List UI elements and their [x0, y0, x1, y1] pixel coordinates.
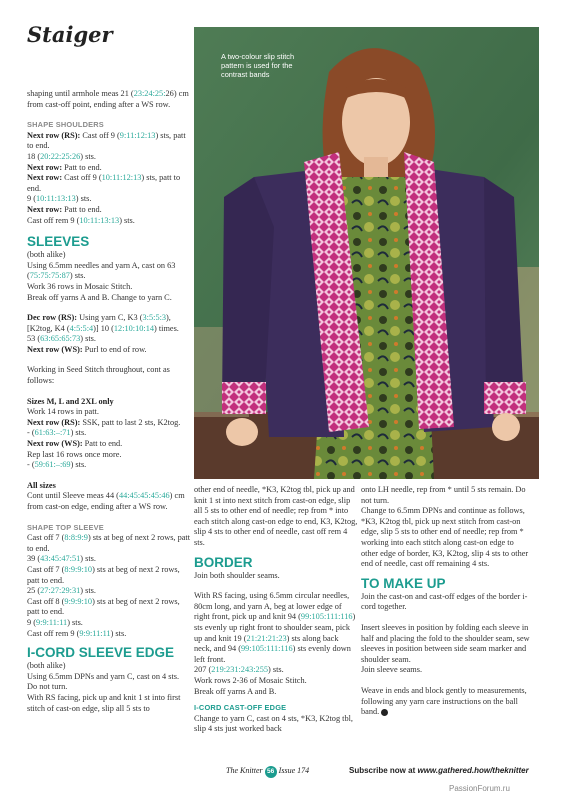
subscribe-link[interactable]: www.gathered.how/theknitter: [417, 766, 529, 775]
shape-top-sleeve-heading: SHAPE TOP SLEEVE: [27, 522, 104, 532]
shape-shoulders-heading: SHAPE SHOULDERS: [27, 120, 104, 130]
model-photo: [194, 27, 539, 479]
footer-subscribe: Subscribe now at www.gathered.how/theknitter: [349, 766, 529, 775]
column-1: shaping until armhole meas 21 (23:24:25:26) cm from cast-off point, ending after a WS row. SHAPE SHOULDERS Next row (RS): Cast off 9 (9:11:12:13) sts, patt to end. 18 (20:22:25:26) sts. Next row: Patt to end. Next row: Cast off 9 (10:11:12:13) sts, patt to end. 9 (10:11:13:13) sts. Next row: Patt to end. Cast off rem 9 (10:11:13:13) sts. SLEEVES (both alike) Using 6.5mm needles and yarn A, cast on 63 (75:75:75:87) sts. Work 36 rows in Mosaic Stitch. Break off yarns A and B. Change to yarn C. Dec row (RS): Using yarn C, K3 (3:5:5:3), [K2tog, K4 (4:5:5:4)] 10 (12:10:10:14) times. 53 (63:65:65:73) sts. Next row (WS): Purl to end of row. Working in Seed Stitch throughout, cont as follows: Sizes M, L and 2XL only Work 14 rows in patt. Next row (RS): SSK, patt to last 2 sts, K2tog. - (61:63:–:71) sts. Next row (WS): Patt to end. Rep last 16 rows once more. - (59:61:–:69) sts. All sizes Cont until Sleeve meas 44 (44:45:45:45:46) cm from cast-on edge, ending after a WS row. SHAPE TOP SLEEVE Cast off 7 (8:8:9:9) sts at beg of next 2 rows, patt to end. 39 (43:45:47:51) sts. Cast off 7 (8:9:9:10) sts at beg of next 2 rows, patt to end. 25 (27:27:29:31) sts. Cast off 8 (9:9:9:10) sts at beg of next 2 rows, patt to end. 9 (9:9:11:11) sts. Cast off rem 9 (9:9:11:11) sts. I-CORD SLEEVE EDGE (both alike) Using 6.5mm DPNs and yarn C, cast on 4 sts. Do not turn. With RS facing, pick up and knit 1 st into first stitch of cast-on edge, slip all 5 sts to: [27, 89, 191, 713]
end-mark-icon: [381, 709, 388, 716]
border-heading: BORDER: [194, 554, 253, 570]
sleeves-heading: SLEEVES: [27, 234, 90, 250]
footer-magazine: The Knitter 56 Issue 174: [226, 766, 309, 778]
photo-caption: A two-colour slip stitch pattern is used for the contrast bands: [221, 52, 295, 79]
page-title: Staiger: [27, 22, 113, 47]
icord-cast-off-heading: I-CORD CAST-OFF EDGE: [194, 703, 287, 713]
watermark: PassionForum.ru: [449, 784, 510, 793]
column-2: other end of needle, *K3, K2tog tbl, pick up and knit 1 st into next stitch from cast-on edge, slip all 5 sts to other end of needle; rep from * into each stitch along cast-on edge to end, K3, K2tog, slip 4 sts to other end of needle, cast off rem 4 sts. BORDER Join both shoulder seams. With RS facing, using 6.5mm circular needles, 80cm long, and yarn A, beg at lower edge of right front, pick up and knit 94 (99:105:111:116) sts evenly up right front to shoulder seam, pick up and knit 19 (21:21:21:23) sts along back neck, and 94 (99:105:111:116) sts evenly down left front. 207 (219:231:243:255) sts. Work rows 2-36 of Mosaic Stitch. Break off yarns A and B. I-CORD CAST-OFF EDGE Change to yarn C, cast on 4 sts, *K3, K2tog tbl, slip 4 sts just worked back: [194, 485, 358, 734]
column-3: onto LH needle, rep from * until 5 sts remain. Do not turn. Change to 6.5mm DPNs and continue as follows, *K3, K2tog tbl, pick up next stitch from cast-on edge, slip 5 sts to other end of needle; rep from * working into each stitch along cast-on edge to other edge of border, K3, K2tog, slip 4 sts to other end of needle, cast off remaining 4 sts. TO MAKE UP Join the cast-on and cast-off edges of the border i-cord together. Insert sleeves in position by folding each sleeve in half and placing the fold to the shoulder seam, sew sleeves in position between side seam marker and shoulder seam. Join sleeve seams. Weave in ends and block gently to measurements, following any yarn care instructions on the ball band.: [361, 485, 530, 717]
to-make-up-heading: TO MAKE UP: [361, 575, 446, 591]
model-illustration: [194, 27, 539, 479]
icord-sleeve-edge-heading: I-CORD SLEEVE EDGE: [27, 645, 175, 661]
intro-text: shaping until armhole meas 21 (23:24:25:26) cm from cast-off point, ending after a WS row.: [27, 89, 189, 109]
page-number-badge: 56: [265, 766, 277, 778]
